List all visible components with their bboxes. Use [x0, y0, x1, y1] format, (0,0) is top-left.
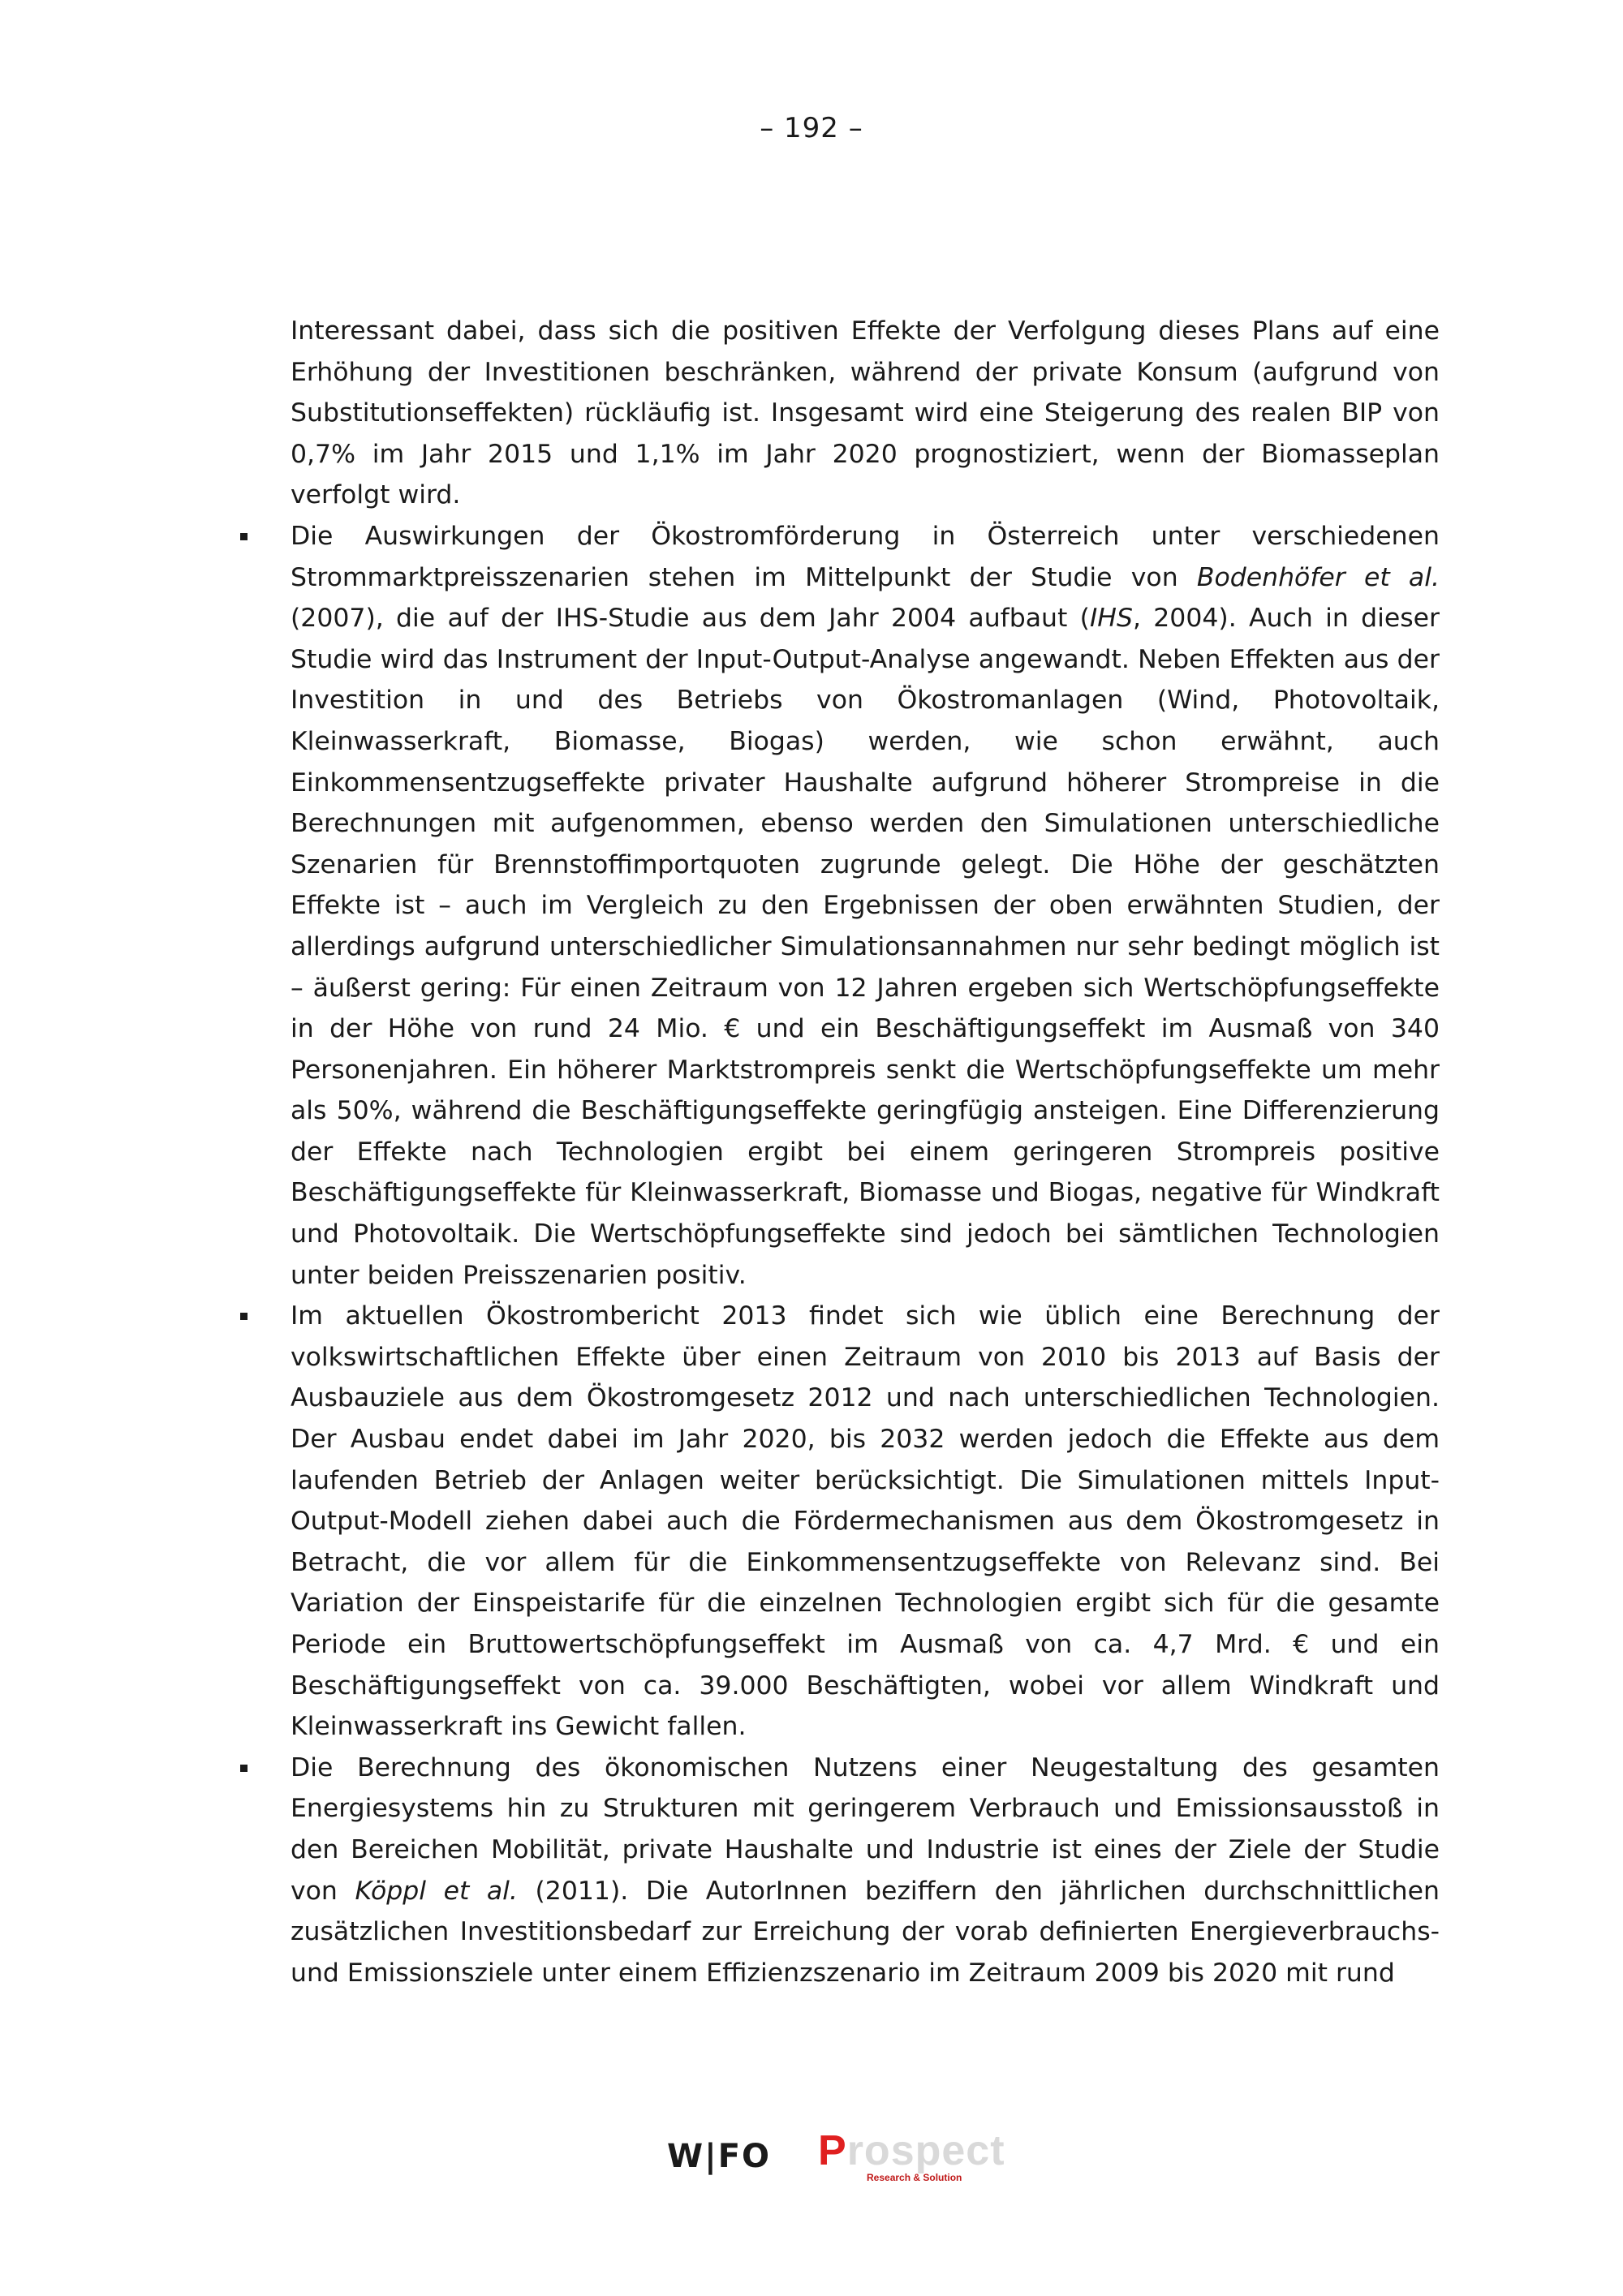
bullet-icon — [240, 516, 248, 557]
intro-paragraph: Interessant dabei, dass sich die positiven Effekte der Verfolgung dieses Plans auf eine Erhöhung der Investitionen beschränken, während der private Konsum (aufgrund von Substitutionseffekten) rückläufig ist. Insgesamt wird eine Steigerung des realen BIP von 0,7% im Jahr 2015 und 1,1% im Jahr 2020 prognostiziert, wenn der Biomasseplan verfolgt wird. — [291, 316, 1440, 510]
body-text — [291, 311, 1440, 1993]
prospect-logo: Prospect Research & Solution — [818, 2127, 1005, 2183]
citation: IHS — [1089, 604, 1133, 634]
footer — [0, 2127, 1623, 2203]
list-item: Im aktuellen Ökostrombericht 2013 findet sich wie üblich eine Berechnung der volkswirtschaftlichen Effekte über einen Zeitraum von 2010 bis 2013 auf Basis der Ausbauziele aus dem Ökostromgesetz 2012 und nach unterschiedlichen Technologien. Der Ausbau endet dabei im Jahr 2020, bis 2032 werden jedoch die Effekte aus dem laufenden Betrieb der Anlagen weiter berücksichtigt. Die Simulationen mittels Input-Output-Modell ziehen dabei auch die Fördermechanismen aus dem Ökostromgesetz in Betracht, die vor allem für die Einkommensentzugseffekte von Relevanz sind. Bei Variation der Einspeistarife für die einzelnen Technologien ergibt sich für die gesamte Periode ein Bruttowertschöpfungseffekt im Ausmaß von ca. 4,7 Mrd. € und ein Beschäftigungseffekt von ca. 39.000 Beschäftigten, wobei vor allem Windkraft und Kleinwasserkraft ins Gewicht fallen. — [291, 1296, 1440, 1748]
prospect-tagline: Research & Solution — [867, 2172, 962, 2183]
citation: Bodenhöfer et al. — [1196, 562, 1440, 592]
wifo-logo: W|FO — [667, 2138, 772, 2175]
bullet-icon — [240, 1296, 248, 1337]
citation: Köppl et al. — [355, 1876, 518, 1906]
list-item: Die Auswirkungen der Ökostromförderung in Österreich unter verschiedenen Strommarktpreisszenarien stehen im Mittelpunkt der Studie von Bodenhöfer et al. (2007), die auf der IHS-Studie aus dem Jahr 2004 aufbaut (IHS, 2004). Auch in dieser Studie wird das Instrument der Input-Output-Analyse angewandt. Neben Effekten aus der Investition in und des Betriebs von Ökostromanlagen (Wind, Photovoltaik, Kleinwasserkraft, Biomasse, Biogas) werden, wie schon erwähnt, auch Einkommensentzugseffekte privater Haushalte aufgrund höherer Strompreise in die Berechnungen mit aufgenommen, ebenso werden den Simulationen unterschiedliche Szenarien für Brennstoffimportquoten zugrunde gelegt. Die Höhe der geschätzten Effekte ist – auch im Vergleich zu den Ergebnissen der oben erwähnten Studien, der allerdings aufgrund unterschiedlicher Simulationsannahmen nur sehr bedingt möglich ist – äußerst gering: Für einen Zeitraum von 12 Jahren ergeben sich Wertschöpfungseffekte in der Höhe von rund 24 Mio. € und ein Beschäftigungseffekt im Ausmaß von 340 Personenjahren. Ein höherer Marktstrompreis senkt die Wertschöpfungseffekte um mehr als 50%, während die Beschäftigungseffekte geringfügig ansteigen. Eine Differenzierung der Effekte nach Technologien ergibt bei einem geringeren Strompreis positive Beschäftigungseffekte für Kleinwasserkraft, Biomasse und Biogas, negative für Windkraft und Photovoltaik. Die Wertschöpfungseffekte sind jedoch bei sämtlichen Technologien unter beiden Preisszenarien positiv. — [291, 516, 1440, 1296]
page-number: – 192 – — [760, 112, 863, 144]
list-item: Die Berechnung des ökonomischen Nutzens einer Neugestaltung des gesamten Energiesystems hin zu Strukturen mit geringerem Verbrauch und Emissionsausstoß in den Bereichen Mobilität, private Haushalte und Industrie ist eines der Ziele der Studie von Köppl et al. (2011). Die AutorInnen beziffern den jährlichen durchschnittlichen zusätzlichen Investitionsbedarf zur Erreichung der vorab definierten Energieverbrauchs- und Emissionsziele unter einem Effizienzszenario im Zeitraum 2009 bis 2020 mit rund — [291, 1748, 1440, 1994]
bullet-icon — [240, 1748, 248, 1789]
